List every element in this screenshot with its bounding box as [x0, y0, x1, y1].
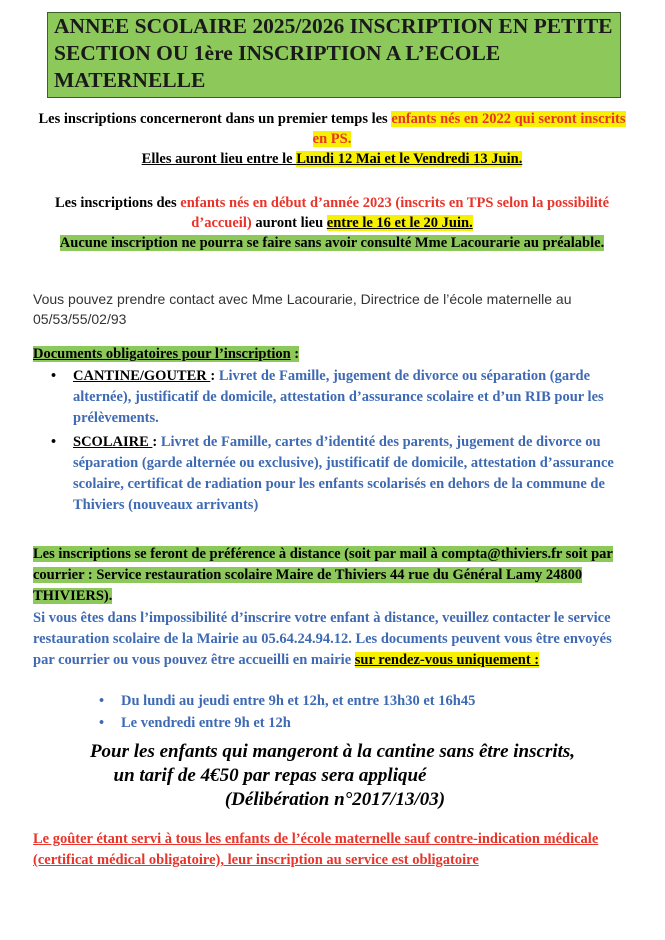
list-item [73, 432, 633, 516]
ps-dates-highlight: Lundi 12 Mai et le Vendredi 13 Juin. [296, 151, 523, 167]
mairie-highlight: sur rendez-vous uniquement : [354, 652, 540, 668]
ps-dates [142, 151, 523, 167]
page-title: ANNEE SCOLAIRE 2025/2026 INSCRIPTION EN PETITE SECTION OU 1ère INSCRIPTION A L’ECOLE MATERNELLE [47, 12, 621, 98]
tarif-line-3: (Délibération n°2017/13/03) [224, 789, 446, 810]
documents-heading [33, 344, 299, 364]
list-item [73, 366, 633, 429]
distance-paragraph [33, 544, 633, 607]
list-item: • Le vendredi entre 9h et 12h [121, 712, 633, 734]
ps-dates-prefix: Elles auront lieu entre le [141, 151, 297, 167]
mairie-text: Si vous êtes dans l’impossibilité d’inscrire votre enfant à distance, veuillez contacter le service restauration scolaire de la Mairie au 05.64.24.94.12. Les documents peuvent vous être envoyés par courrier ou vous pouvez être accueilli en mairie [33, 610, 612, 668]
document-sep: : [152, 434, 161, 450]
document-sep: : [210, 368, 219, 384]
tarif-block [0, 740, 665, 812]
document-label: SCOLAIRE [73, 434, 153, 450]
document-label: CANTINE/GOUTER [73, 368, 211, 384]
ps-paragraph [34, 109, 630, 169]
distance-text: Les inscriptions se feront de préférence à distance (soit par mail à compta@thiviers.fr soit par courrier : Service restauration scolaire Maire de Thiviers 44 rue du Général Lamy 24800 THIVIERS). [33, 546, 613, 604]
tps-warning: Aucune inscription ne pourra se faire sans avoir consulté Mme Lacourarie au préalable. [59, 235, 605, 251]
tps-intro: Les inscriptions des [54, 195, 181, 211]
tps-highlight: enfants nés en début d’année 2023 (inscrits en TPS selon la possibilité d’accueil) [180, 195, 610, 231]
hours-list [33, 690, 633, 734]
gouter-paragraph: Le goûter étant servi à tous les enfants de l’école maternelle sauf contre-indication médicale (certificat médical obligatoire), leur inscription au service est obligatoire [33, 831, 599, 868]
tarif-line-1: Pour les enfants qui mangeront à la cantine sans être inscrits, [89, 741, 576, 762]
documents-heading-suffix: : [290, 346, 300, 362]
mairie-paragraph [33, 608, 633, 671]
tarif-line-2: un tarif de 4€50 par repas sera appliqué [113, 765, 427, 786]
ps-intro: Les inscriptions concerneront dans un premier temps les [38, 111, 392, 127]
tps-dates-highlight: entre le 16 et le 20 Juin. [326, 215, 473, 231]
list-item: • Du lundi au jeudi entre 9h et 12h, et entre 13h30 et 16h45 [121, 690, 633, 712]
documents-heading-text: Documents obligatoires pour l’inscription [33, 346, 291, 362]
ps-highlight: enfants nés en 2022 qui seront inscrits en PS. [312, 111, 626, 147]
contact-paragraph: Vous pouvez prendre contact avec Mme Lacourarie, Directrice de l’école maternelle au 05/53/55/02/93 [33, 291, 572, 327]
documents-list [33, 366, 633, 519]
tps-middle: auront lieu [251, 215, 327, 231]
tps-paragraph [34, 193, 630, 253]
document-text: Livret de Famille, cartes d’identité des parents, jugement de divorce ou séparation (garde alternée ou exclusive), justificatif de domicile, attestation d’assurance scolaire, certificat de radiation pour les enfants scolarisés en dehors de la commune de Thiviers (nouveaux arrivants) [73, 434, 614, 513]
document-text: Livret de Famille, jugement de divorce ou séparation (garde alternée), justificatif de domicile, attestation d’assurance scolaire et d’un RIB pour les prélèvements. [73, 368, 604, 426]
